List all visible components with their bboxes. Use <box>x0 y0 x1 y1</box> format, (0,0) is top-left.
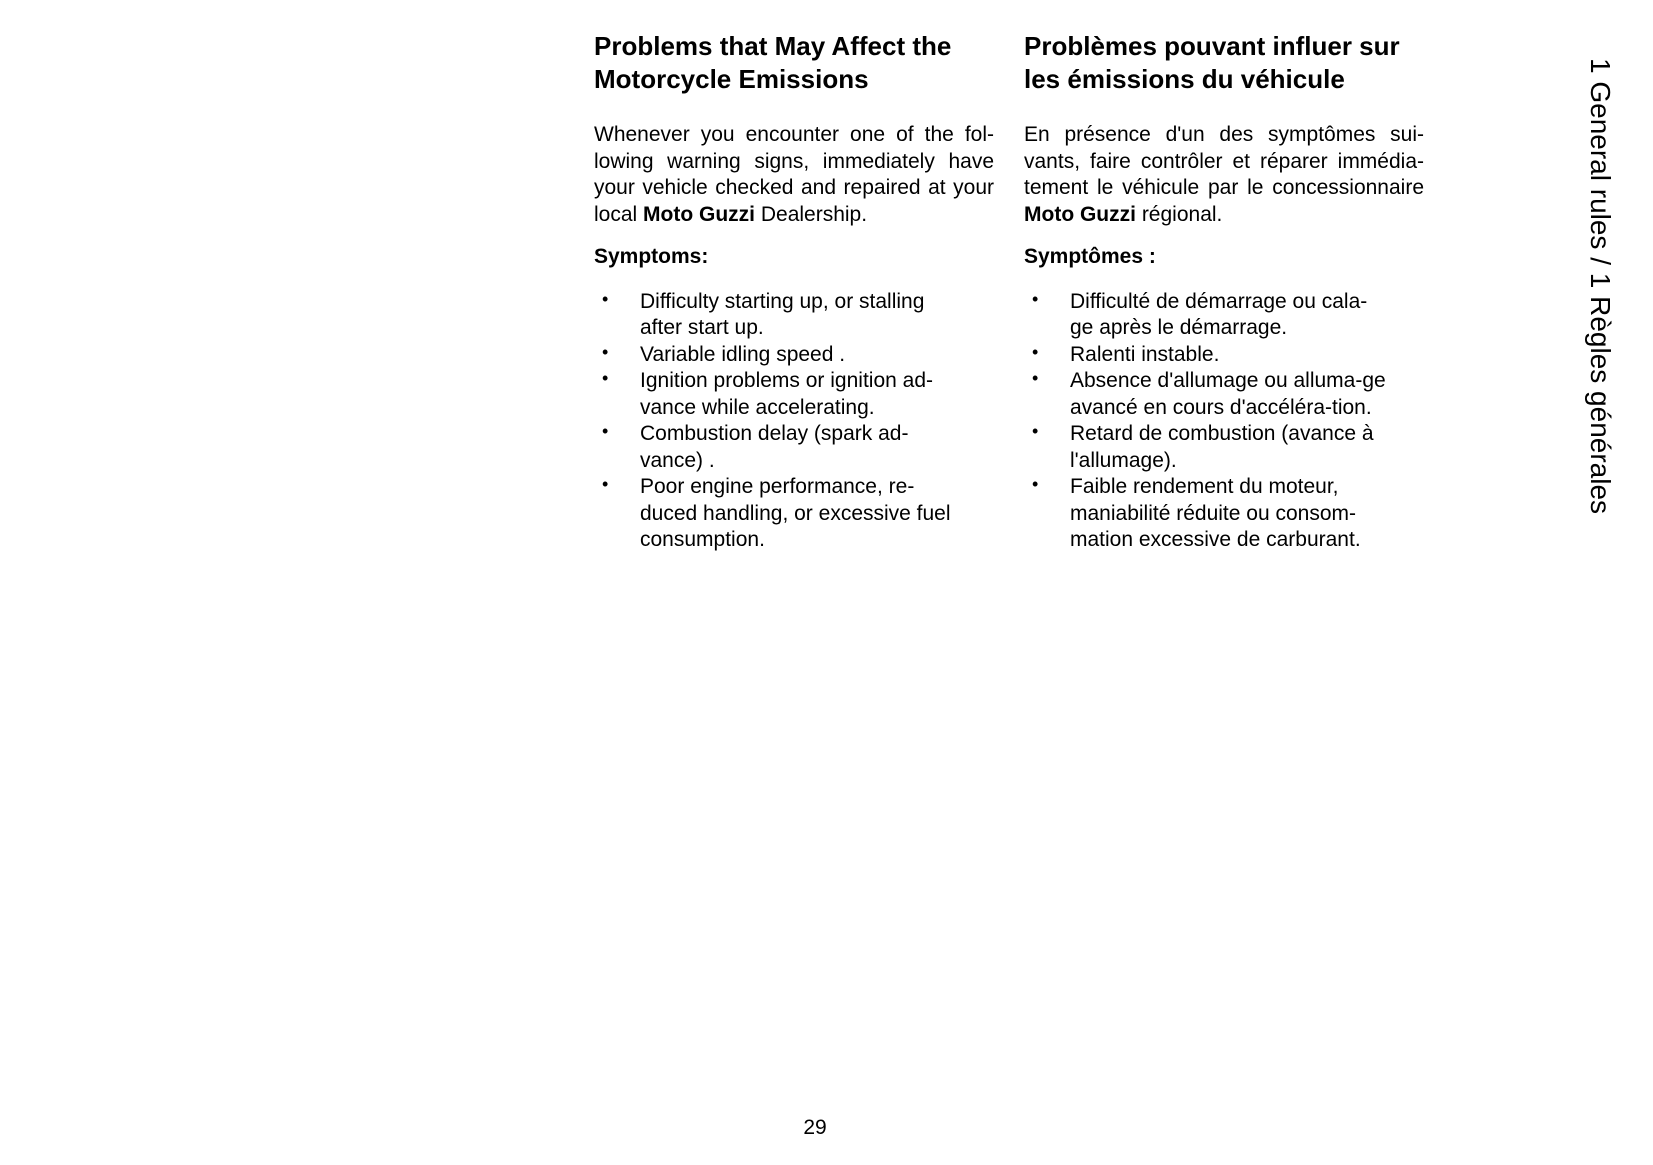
intro-text: Dealership. <box>755 202 868 226</box>
chapter-title: 1 General rules / 1 Règles générales <box>1585 58 1616 515</box>
section-heading-french <box>1024 30 1424 96</box>
symptoms-list-english <box>594 289 994 554</box>
symptom-text: Difficulty starting up, or stalling after start up. <box>640 289 925 339</box>
symptom-item <box>594 474 960 554</box>
symptom-item <box>594 342 960 369</box>
bullet-icon: • <box>1032 341 1039 362</box>
symptom-text: Difficulté de démarrage ou cala-ge après le démarrage. <box>1070 289 1368 339</box>
bullet-icon: • <box>602 288 609 309</box>
symptom-text: Absence d'allumage ou alluma-ge avancé en cours d'accéléra-tion. <box>1070 369 1386 419</box>
intro-text: régional. <box>1135 202 1223 226</box>
bullet-icon: • <box>1032 368 1039 388</box>
symptom-text: Faible rendement du moteur, maniabilité réduite ou consom-mation excessive de carburant. <box>1070 475 1361 551</box>
intro-text: En présence d'un des symptômes sui-vants, faire contrôler et réparer immédia-tement le véhicule par le concessionnaire <box>1024 123 1424 199</box>
bullet-icon: • <box>1032 421 1039 441</box>
brand-name: Moto Guzzi <box>643 202 756 226</box>
heading-line: les émissions du véhicule <box>1024 64 1345 94</box>
symptom-item <box>1024 421 1390 474</box>
brand-name: Moto Guzzi <box>1024 202 1136 226</box>
symptom-item <box>1024 474 1390 554</box>
heading-line: Problems that May Affect the <box>594 31 952 61</box>
symptom-item <box>594 368 960 421</box>
symptom-text: Ignition problems or ignition ad-vance while accelerating. <box>640 369 933 419</box>
intro-paragraph-english <box>594 122 994 228</box>
symptoms-label-french: Symptômes : <box>1024 245 1156 268</box>
symptom-text: Combustion delay (spark ad-vance) . <box>640 422 909 472</box>
english-column <box>594 30 994 554</box>
bullet-icon: • <box>602 368 609 388</box>
section-heading-english <box>594 30 994 96</box>
french-column <box>1024 30 1424 554</box>
bullet-icon: • <box>602 474 609 494</box>
symptom-item <box>1024 342 1390 369</box>
symptoms-list-french <box>1024 289 1424 554</box>
bullet-icon: • <box>602 421 609 441</box>
bullet-icon: • <box>1032 474 1039 494</box>
page-number: 29 <box>803 1116 827 1139</box>
symptom-text: Retard de combustion (avance à l'allumage). <box>1070 422 1374 472</box>
heading-line: Motorcycle Emissions <box>594 64 869 94</box>
symptom-item <box>1024 368 1390 421</box>
symptoms-label-english: Symptoms: <box>594 245 709 268</box>
symptom-text: Variable idling speed . <box>640 342 846 366</box>
symptom-item <box>1024 289 1390 342</box>
intro-paragraph-french <box>1024 122 1424 228</box>
bullet-icon: • <box>602 341 609 362</box>
symptom-text: Ralenti instable. <box>1070 342 1220 366</box>
intro-text: Whenever you encounter one of the fol-lowing warning signs, immediately have your vehicle checked and repaired at your local <box>594 123 994 226</box>
symptom-item <box>594 421 960 474</box>
symptom-text: Poor engine performance, re-duced handling, or excessive fuel consumption. <box>640 475 951 551</box>
heading-line: Problèmes pouvant influer sur <box>1024 31 1400 61</box>
chapter-side-tab <box>1586 58 1614 518</box>
symptom-item <box>594 289 960 342</box>
bullet-icon: • <box>1032 288 1039 309</box>
